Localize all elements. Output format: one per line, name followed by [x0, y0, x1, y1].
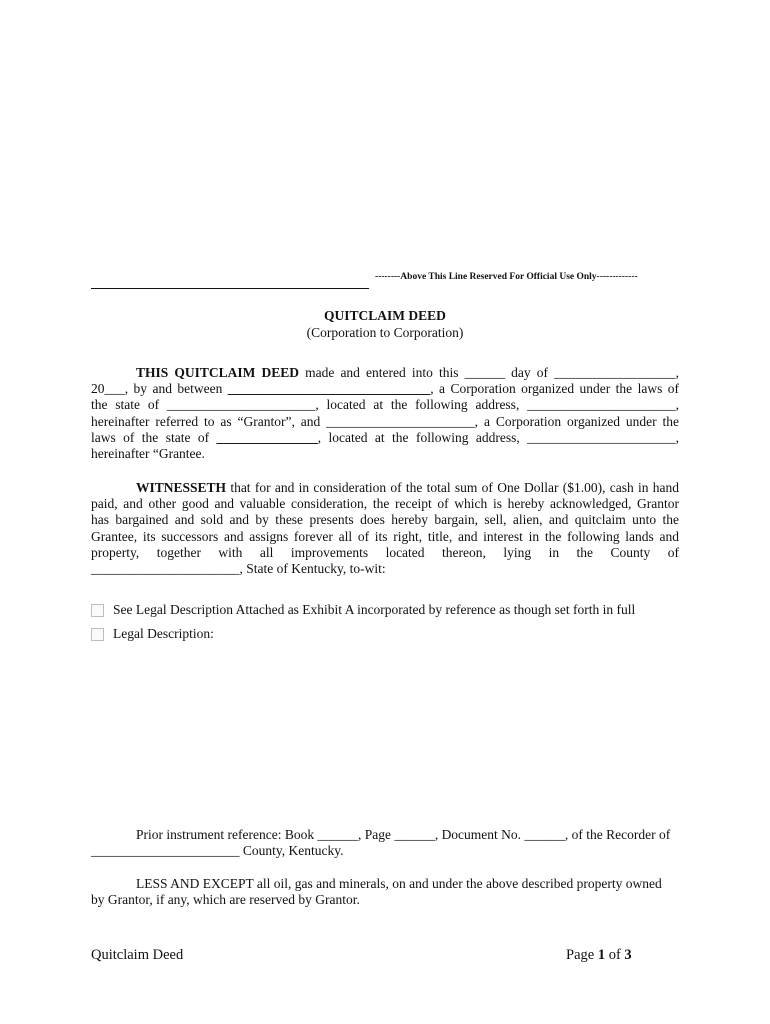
page-total: 3 [624, 947, 632, 963]
intro-line-2 [91, 381, 679, 397]
intro-line-1-text: made and entered into this ______ day of __________________, [299, 365, 680, 380]
intro-line-6: hereinafter “Grantee. [91, 446, 205, 462]
less-except-paragraph [91, 876, 679, 908]
witnesseth-bold: WITNESSETH [136, 480, 227, 495]
intro-line-2-text-a: 20___, by and between [91, 381, 228, 397]
intro-line-2-text-b: , a Corporation organized under the laws of [430, 381, 679, 397]
exhibit-a-label: See Legal Description Attached as Exhibit A incorporated by reference as though set forth in full [113, 602, 636, 617]
page-number: 1 [597, 947, 606, 963]
reserved-notice: --------Above This Line Reserved For Official Use Only------------- [375, 272, 638, 282]
less-except-line-2: by Grantor, if any, which are reserved by Grantor. [91, 892, 360, 908]
prior-line-2: ______________________ County, Kentucky. [91, 843, 344, 859]
exhibit-a-checkbox[interactable] [91, 604, 104, 617]
intro-line-5-text-b: , located at the following address, ______________________, [317, 429, 680, 445]
prior-instrument-paragraph [91, 827, 679, 859]
grantee-state-blank: _______________ [216, 429, 318, 445]
option-exhibit-a[interactable] [91, 602, 635, 618]
witness-line-5: property, together with all improvements located thereon, lying in the County of [91, 544, 679, 560]
intro-line-4: hereinafter referred to as “Grantor”, and ______________________, a Corporation organized under the [91, 413, 679, 429]
witnesseth-paragraph [91, 480, 679, 577]
witness-line-4: Grantee, its successors and assigns forever all of its right, title, and interest in the following lands and [91, 528, 679, 544]
page-title: QUITCLAIM DEED [324, 308, 446, 323]
deed-intro-paragraph [91, 365, 679, 462]
page-word: Page [566, 947, 595, 963]
footer-doc-title: Quitclaim Deed [91, 947, 184, 963]
witness-line-1 [91, 480, 679, 496]
page-subtitle: (Corporation to Corporation) [306, 325, 464, 340]
intro-line-5-text-a: laws of the state of [91, 429, 217, 445]
intro-line-5 [91, 430, 679, 446]
page-indicator [566, 947, 632, 964]
witness-line-2: paid, and other good and valuable consideration, the receipt of which is hereby acknowledged, Grantor [91, 496, 679, 512]
less-except-line-1: LESS AND EXCEPT all oil, gas and minerals, on and under the above described property owned [136, 876, 662, 891]
prior-line-1: Prior instrument reference: Book ______, Page ______, Document No. ______, of the Recorder of [136, 827, 671, 842]
witness-line-3: has bargained and sold and by these presents does hereby bargain, sell, alien, and quitclaim unto the [91, 512, 679, 528]
witness-line-1-text: that for and in consideration of the total sum of One Dollar ($1.00), cash in hand [226, 480, 679, 495]
legal-description-checkbox[interactable] [91, 628, 104, 641]
of-word: of [608, 947, 621, 963]
recording-line [91, 288, 369, 289]
intro-line-3: the state of ______________________, located at the following address, ______________________, [91, 397, 679, 413]
grantor-name-blank: ______________________________ [227, 381, 431, 397]
intro-lead-bold: THIS QUITCLAIM DEED [136, 365, 299, 380]
option-legal-description[interactable] [91, 626, 214, 642]
witness-line-6: ______________________, State of Kentucky, to-wit: [91, 561, 386, 577]
intro-line-1 [91, 365, 679, 381]
legal-description-label: Legal Description: [113, 626, 214, 641]
official-use-header [91, 270, 681, 292]
